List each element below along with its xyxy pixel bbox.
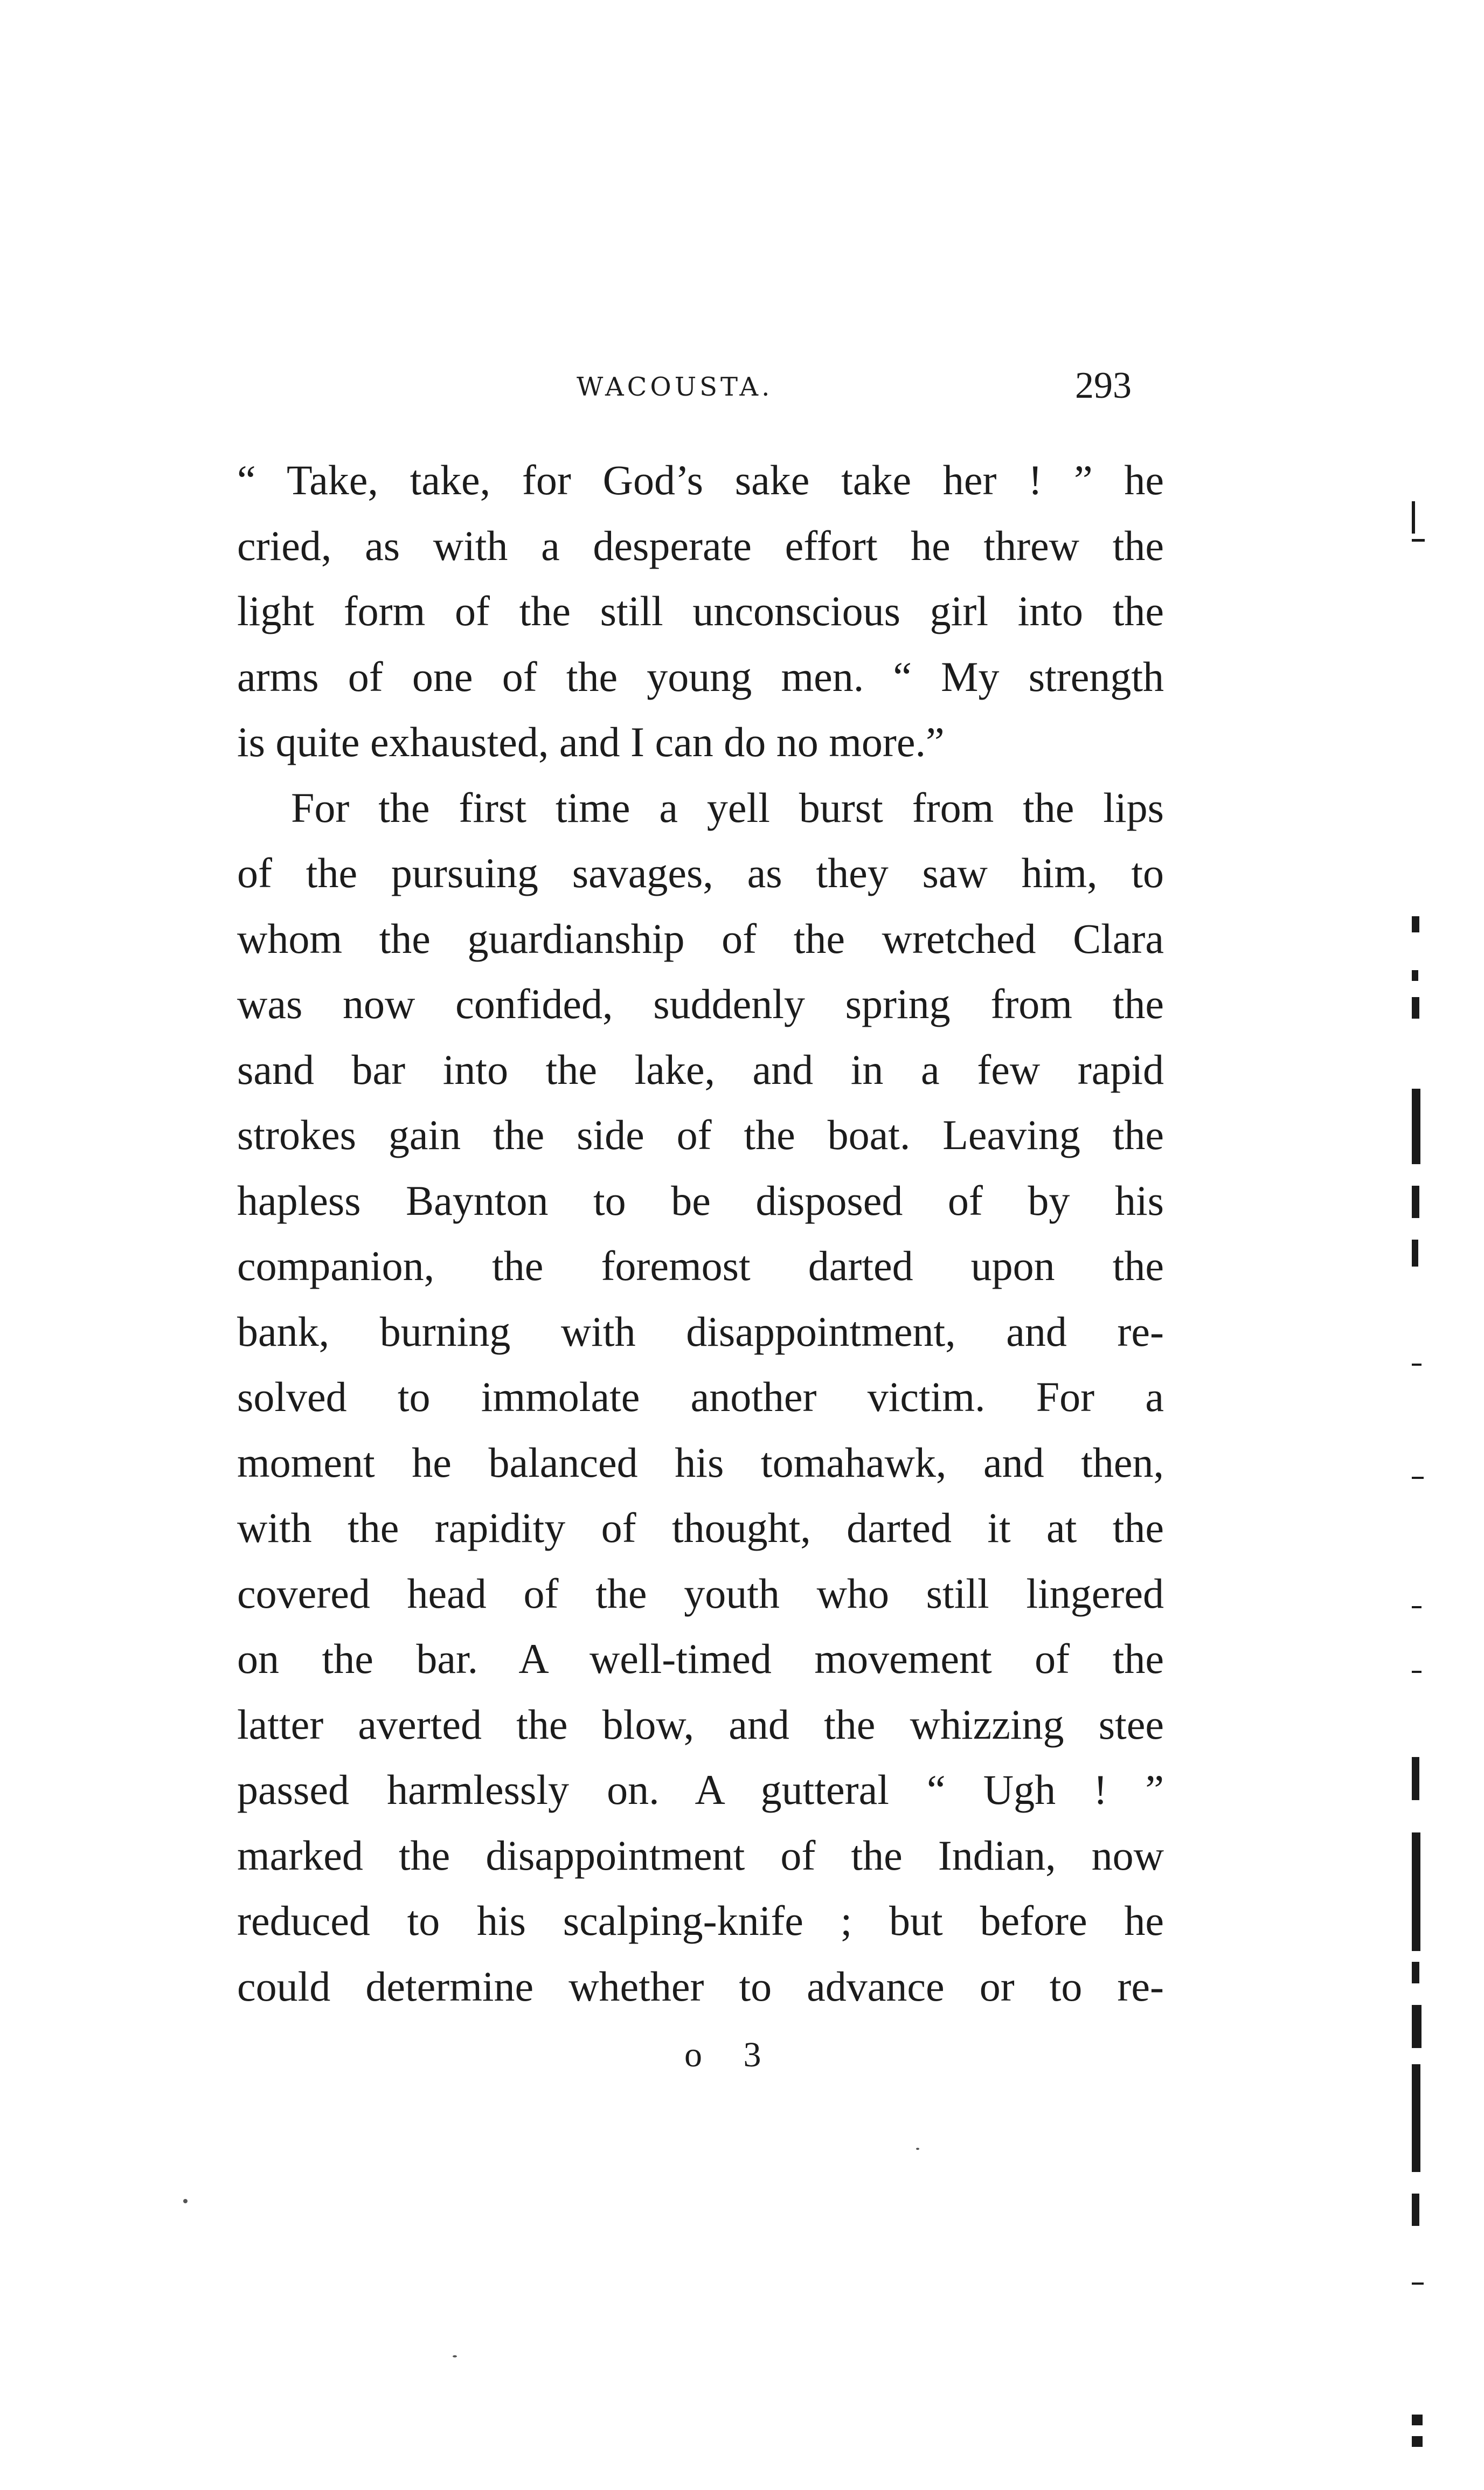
text-line: companion, the foremost darted upon the: [237, 1242, 1164, 1289]
text-line: moment he balanced his tomahawk, and then,: [237, 1438, 1164, 1486]
text-line: was now confided, suddenly spring from the: [237, 980, 1164, 1027]
text-line: passed harmlessly on. A gutteral “ Ugh ! ”: [237, 1766, 1164, 1813]
scan-speck: [916, 2148, 919, 2150]
text-line: solved to immolate another victim. For a: [237, 1373, 1164, 1420]
text-line: could determine whether to advance or to re-: [237, 1962, 1164, 2010]
text-line: “ Take, take, for God’s sake take her ! ” he: [237, 456, 1164, 503]
page-number: 293: [1075, 365, 1132, 406]
text-line: latter averted the blow, and the whizzing stee: [237, 1700, 1164, 1748]
text-line: covered head of the youth who still lingered: [237, 1569, 1164, 1617]
text-line: strokes gain the side of the boat. Leaving the: [237, 1111, 1164, 1158]
text-line: bank, burning with disappointment, and re-: [237, 1308, 1164, 1355]
text-line: marked the disappointment of the Indian, now: [237, 1831, 1164, 1879]
scan-speck: [183, 2199, 188, 2203]
text-line: For the first time a yell burst from the lips: [291, 784, 1164, 831]
text-line: on the bar. A well-timed movement of the: [237, 1635, 1164, 1682]
scan-speck: [453, 2355, 457, 2357]
text-line: with the rapidity of thought, darted it at the: [237, 1504, 1164, 1551]
text-line: reduced to his scalping-knife ; but before he: [237, 1897, 1164, 1944]
text-line: arms of one of the young men. “ My strength: [237, 653, 1164, 700]
text-line: whom the guardianship of the wretched Clara: [237, 915, 1164, 962]
scan-margin-artifacts: [1401, 453, 1433, 2312]
body-text: [237, 447, 1164, 2019]
text-line: is quite exhausted, and I can do no more.”: [237, 718, 945, 765]
text-line: of the pursuing savages, as they saw him, to: [237, 849, 1164, 896]
text-line: hapless Baynton to be disposed of by his: [237, 1177, 1164, 1224]
text-line: sand bar into the lake, and in a few rapid: [237, 1046, 1164, 1093]
running-head: WACOUSTA.: [577, 372, 773, 402]
signature-mark: o 3: [684, 2035, 778, 2074]
text-line: light form of the still unconscious girl into the: [237, 587, 1164, 634]
text-line: cried, as with a desperate effort he threw the: [237, 522, 1164, 569]
